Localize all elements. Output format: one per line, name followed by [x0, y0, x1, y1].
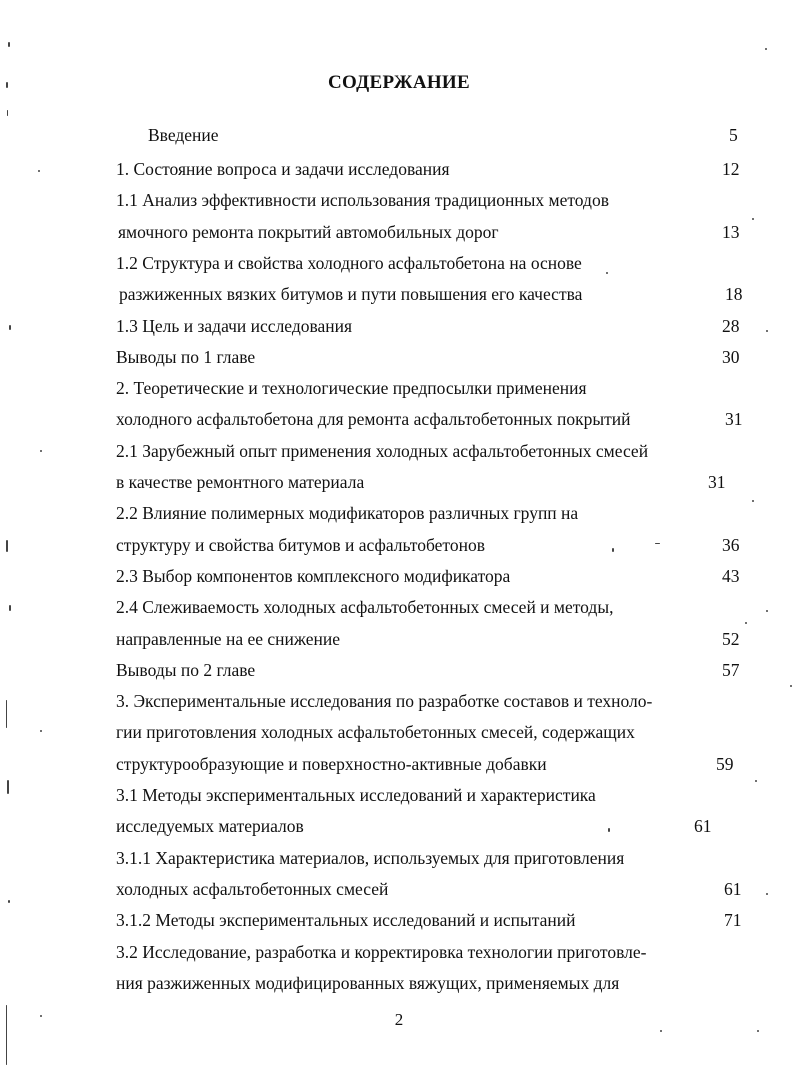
toc-entry-line: структуру и свойства битумов и асфальтобетонов: [116, 534, 485, 555]
toc-entry-page: 36: [722, 534, 740, 555]
scan-speck: [766, 330, 768, 332]
page-number: 2: [394, 1010, 404, 1029]
page-title: СОДЕРЖАНИЕ: [328, 72, 470, 93]
scan-speck: [7, 780, 9, 794]
toc-entry-line: 3.1.1 Характеристика материалов, используемых для приготовления: [116, 847, 625, 868]
scan-speck: [40, 450, 42, 452]
toc-entry-line: 2.1 Зарубежный опыт применения холодных асфальтобетонных смесей: [116, 440, 649, 461]
toc-entry-line: 1.3 Цель и задачи исследования: [116, 315, 353, 336]
scan-speck: [660, 1030, 662, 1032]
toc-entry-page: 31: [708, 472, 726, 492]
scan-speck: [655, 543, 660, 544]
toc-entry-line: 2.4 Слеживаемость холодных асфальтобетонных смесей и методы,: [116, 597, 614, 618]
scan-speck: [6, 1005, 7, 1065]
toc-entry-page: 43: [722, 565, 740, 586]
toc-entry-page: 28: [722, 315, 740, 336]
toc-entry-page: 13: [722, 221, 740, 242]
scan-speck: [765, 48, 767, 50]
toc-entry-line: ямочного ремонта покрытий автомобильных дорог: [118, 221, 499, 242]
toc-entry-page: 59: [716, 753, 734, 774]
toc-entry-line: 1.2 Структура и свойства холодного асфальтобетона на основе: [116, 252, 582, 273]
scan-speck: [612, 548, 614, 552]
toc-entry-line: Выводы по 1 главе: [116, 346, 256, 367]
toc-entry-line: 1. Состояние вопроса и задачи исследования: [116, 159, 450, 179]
toc-entry-line: в качестве ремонтного материала: [116, 472, 365, 492]
scan-speck: [790, 685, 792, 687]
scan-speck: [38, 170, 40, 172]
scan-speck: [766, 610, 768, 612]
toc-entry-page: 57: [722, 659, 740, 680]
scan-speck: [752, 500, 754, 502]
toc-entry-line: исследуемых материалов: [116, 816, 304, 837]
toc-entry-line: разжиженных вязких битумов и пути повышения его качества: [119, 284, 583, 305]
scan-speck: [40, 730, 42, 732]
toc-entry-page: 71: [724, 910, 742, 931]
scan-speck: [8, 42, 10, 47]
scan-speck: [745, 622, 747, 624]
scan-speck: [6, 540, 8, 552]
toc-entry-line: 1.1 Анализ эффективности использования традиционных методов: [116, 190, 609, 211]
toc-entry-line: 3.1.2 Методы экспериментальных исследований и испытаний: [116, 910, 576, 931]
toc-entry-page: 18: [725, 284, 743, 305]
toc-entry-page: 52: [722, 628, 740, 649]
toc-entry-line: холодного асфальтобетона для ремонта асфальтобетонных покрытий: [116, 409, 631, 430]
scan-speck: [9, 325, 11, 330]
toc-entry-line: ния разжиженных модифицированных вяжущих, применяемых для: [116, 972, 620, 993]
toc-entry-line: холодных асфальтобетонных смесей: [116, 878, 389, 899]
scan-speck: [755, 780, 757, 782]
scan-speck: [606, 272, 608, 274]
scan-speck: [8, 900, 10, 903]
scan-speck: [608, 828, 610, 832]
toc-entry-line: 3.1 Методы экспериментальных исследований и характеристика: [116, 785, 596, 805]
toc-entry-line: 2.2 Влияние полимерных модификаторов различных групп на: [116, 503, 579, 524]
toc-entry-page: 5: [729, 125, 738, 145]
toc-entry-line: 3.2 Исследование, разработка и корректировка технологии приготовле-: [116, 941, 647, 962]
toc-entry-line: направленные на ее снижение: [116, 628, 340, 649]
scan-speck: [40, 1015, 42, 1017]
scan-speck: [6, 82, 8, 88]
toc-entry-page: 30: [722, 346, 740, 367]
toc-entry-line: 2.3 Выбор компонентов комплексного модификатора: [116, 565, 511, 586]
toc-entry-page: 12: [722, 159, 740, 179]
toc-entry-line: Выводы по 2 главе: [116, 659, 256, 680]
toc-entry-page: 31: [725, 409, 743, 430]
scan-speck: [752, 218, 754, 220]
toc-entry-page: 61: [694, 816, 712, 837]
toc-entry-line: Введение: [148, 125, 219, 145]
scan-speck: [7, 110, 8, 116]
scan-speck: [766, 893, 768, 895]
toc-entry-line: структурообразующие и поверхностно-активные добавки: [116, 753, 547, 774]
scan-speck: [757, 1030, 759, 1032]
scan-speck: [6, 700, 7, 728]
toc-entry-line: гии приготовления холодных асфальтобетонных смесей, содержащих: [116, 722, 635, 743]
toc-entry-line: 2. Теоретические и технологические предпосылки применения: [116, 378, 587, 399]
toc-entry-line: 3. Экспериментальные исследования по разработке составов и техноло-: [116, 691, 653, 712]
toc-entry-page: 61: [724, 878, 742, 899]
scan-speck: [9, 605, 11, 611]
